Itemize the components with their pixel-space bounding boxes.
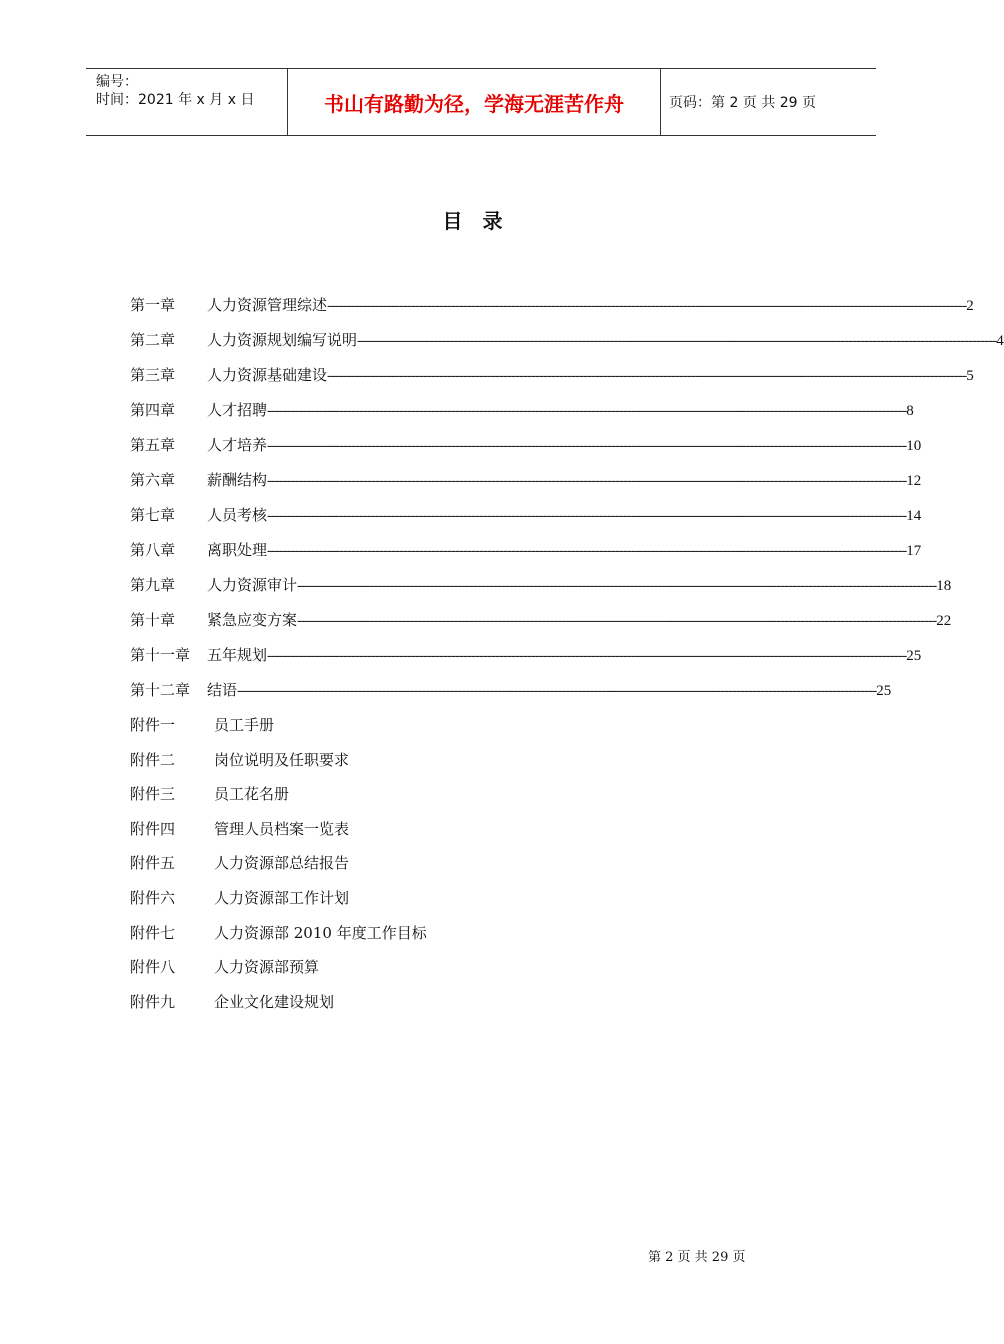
attachment-title: 岗位说明及任职要求 — [214, 750, 350, 769]
toc-attachment-row[interactable] — [130, 712, 860, 747]
dot-leader: ---------------------------------------------------------------------------------------------------------------------------------------------------------------- — [267, 543, 907, 559]
toc-chapter-row[interactable] — [130, 642, 922, 677]
dot-leader: ---------------------------------------------------------------------------------------------------------------------------------------------------------------- — [267, 473, 907, 489]
toc-attachment-row[interactable] — [130, 885, 860, 920]
attachment-title: 员工花名册 — [214, 785, 290, 804]
chapter-number: 第七章 — [130, 506, 176, 524]
chapter-page-number: 18 — [936, 578, 952, 594]
dot-leader: ---------------------------------------------------------------------------------------------------------------------------------------------------------------- — [267, 403, 907, 419]
attachment-title: 管理人员档案一览表 — [214, 819, 350, 838]
chapter-page-number: 2 — [966, 298, 974, 314]
toc-chapter-row[interactable] — [130, 467, 922, 502]
chapter-title: 人员考核 — [207, 506, 268, 524]
attachment-number: 附件三 — [130, 785, 176, 804]
chapter-number: 第六章 — [130, 471, 176, 489]
toc-chapter-row[interactable] — [130, 362, 974, 397]
chapter-title: 五年规划 — [207, 646, 268, 664]
toc-attachment-list — [130, 712, 860, 1023]
chapter-title: 人力资源审计 — [207, 576, 298, 594]
dot-leader: ---------------------------------------------------------------------------------------------------------------------------------------------------------------- — [297, 578, 937, 594]
header-meta — [86, 69, 288, 135]
page-title: 目录 — [442, 209, 523, 233]
chapter-page-number: 25 — [906, 648, 922, 664]
time-label: 时间：2021 年 x 月 x 日 — [96, 92, 255, 108]
toc-chapter-row[interactable] — [130, 327, 1004, 362]
attachment-number: 附件八 — [130, 958, 176, 977]
toc-chapter-row[interactable] — [130, 432, 922, 467]
chapter-number: 第四章 — [130, 401, 176, 419]
attachment-title: 人力资源部预算 — [214, 958, 320, 977]
attachment-number: 附件一 — [130, 716, 176, 734]
toc-attachment-row[interactable] — [130, 747, 860, 782]
dot-leader: ---------------------------------------------------------------------------------------------------------------------------------------------------------------- — [327, 368, 967, 384]
header-motto: 书山有路勤为径，学海无涯苦作舟 — [288, 69, 661, 135]
dot-leader: ---------------------------------------------------------------------------------------------------------------------------------------------------------------- — [267, 438, 907, 454]
chapter-page-number: 25 — [876, 683, 892, 699]
toc-attachment-row[interactable] — [130, 816, 860, 851]
table-of-contents — [130, 292, 1004, 1023]
toc-attachment-row[interactable] — [130, 850, 860, 885]
chapter-page-number: 10 — [906, 438, 922, 454]
page-footer: 第 2 页 共 29 页 — [648, 1250, 746, 1265]
chapter-page-number: 17 — [906, 543, 922, 559]
dot-leader: ---------------------------------------------------------------------------------------------------------------------------------------------------------------- — [297, 613, 937, 629]
chapter-page-number: 4 — [996, 333, 1004, 349]
chapter-number: 第一章 — [130, 296, 176, 314]
chapter-number: 第十一章 — [130, 646, 191, 664]
attachment-number: 附件五 — [130, 854, 176, 873]
chapter-page-number: 12 — [906, 473, 922, 489]
attachment-number: 附件二 — [130, 750, 176, 769]
dot-leader: ---------------------------------------------------------------------------------------------------------------------------------------------------------------- — [267, 508, 907, 524]
chapter-number: 第三章 — [130, 366, 176, 384]
toc-chapter-row[interactable] — [130, 677, 892, 712]
chapter-page-number: 5 — [966, 368, 974, 384]
dot-leader: ---------------------------------------------------------------------------------------------------------------------------------------------------------------- — [267, 648, 907, 664]
toc-chapter-row[interactable] — [130, 607, 952, 642]
attachment-title: 人力资源部 2010 年度工作目标 — [214, 923, 427, 942]
dot-leader: ---------------------------------------------------------------------------------------------------------------------------------------------------------------- — [327, 298, 967, 314]
toc-attachment-row[interactable] — [130, 989, 860, 1024]
toc-chapter-row[interactable] — [130, 292, 974, 327]
attachment-number: 附件四 — [130, 819, 176, 838]
toc-chapter-row[interactable] — [130, 397, 914, 432]
chapter-number: 第二章 — [130, 331, 176, 349]
attachment-number: 附件九 — [130, 992, 176, 1011]
serial-label: 编号： — [96, 74, 138, 90]
chapter-title: 薪酬结构 — [207, 471, 268, 489]
attachment-title: 人力资源部总结报告 — [214, 854, 350, 873]
chapter-title: 结语 — [207, 681, 238, 699]
chapter-title: 人才招聘 — [207, 401, 268, 419]
chapter-page-number: 14 — [906, 508, 922, 524]
attachment-title: 人力资源部工作计划 — [214, 888, 350, 907]
attachment-number: 附件六 — [130, 888, 176, 907]
chapter-title: 人力资源管理综述 — [207, 296, 328, 314]
header-page-info: 页码：第 2 页 共 29 页 — [669, 95, 816, 111]
attachment-number: 附件七 — [130, 923, 176, 942]
chapter-title: 紧急应变方案 — [207, 611, 298, 629]
chapter-number: 第九章 — [130, 576, 176, 594]
toc-attachment-row[interactable] — [130, 954, 860, 989]
chapter-number: 第八章 — [130, 541, 176, 559]
chapter-page-number: 22 — [936, 613, 952, 629]
toc-chapter-list — [130, 292, 1004, 712]
chapter-page-number: 8 — [906, 403, 914, 419]
chapter-title: 人力资源基础建设 — [207, 366, 328, 384]
chapter-title: 离职处理 — [207, 541, 268, 559]
dot-leader: ---------------------------------------------------------------------------------------------------------------------------------------------------------------- — [237, 683, 877, 699]
page-header — [86, 68, 876, 136]
toc-chapter-row[interactable] — [130, 537, 922, 572]
toc-attachment-row[interactable] — [130, 920, 860, 955]
chapter-title: 人力资源规划编写说明 — [207, 331, 358, 349]
toc-attachment-row[interactable] — [130, 781, 860, 816]
chapter-title: 人才培养 — [207, 436, 268, 454]
attachment-title: 员工手册 — [214, 716, 275, 734]
toc-chapter-row[interactable] — [130, 572, 952, 607]
chapter-number: 第十二章 — [130, 681, 191, 699]
dot-leader: ---------------------------------------------------------------------------------------------------------------------------------------------------------------- — [357, 333, 997, 349]
attachment-title: 企业文化建设规划 — [214, 992, 335, 1011]
chapter-number: 第五章 — [130, 436, 176, 454]
toc-chapter-row[interactable] — [130, 502, 922, 537]
chapter-number: 第十章 — [130, 611, 176, 629]
